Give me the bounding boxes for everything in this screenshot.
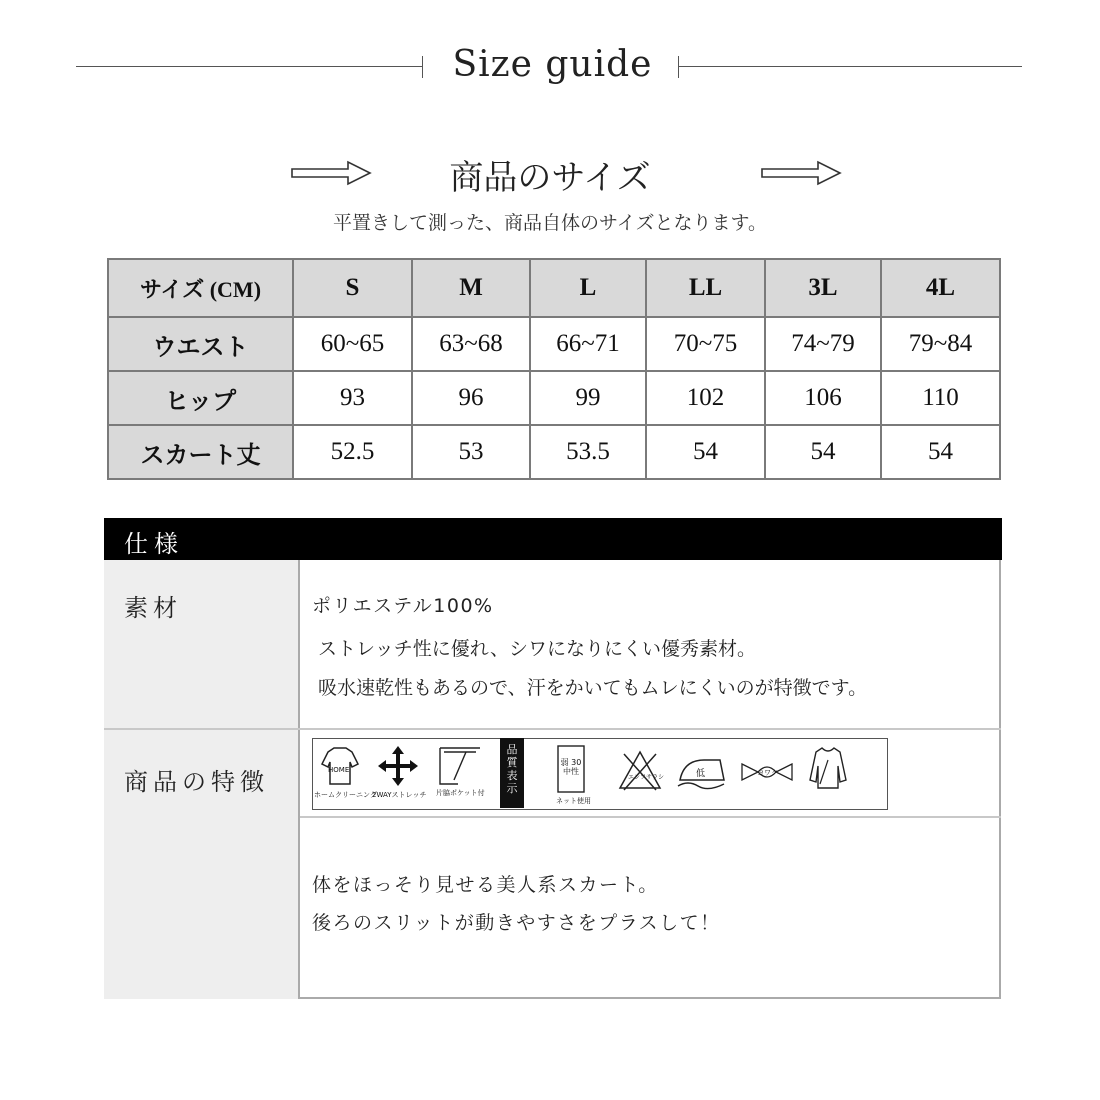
wash-30-caption: ネット使用 <box>556 797 591 805</box>
no-bleach-text: エンソサラシ <box>628 774 665 781</box>
section-title: 商品のサイズ <box>449 158 651 198</box>
row-header-hip: ヒップ <box>108 371 293 425</box>
home-cleaning-caption: ホームクリーニング <box>314 791 377 799</box>
size-column-header: LL <box>646 259 765 317</box>
table-header-row <box>108 259 1000 317</box>
page-title: Size guide <box>452 44 653 85</box>
table-cell: 96 <box>412 371 530 425</box>
table-cell: 54 <box>646 425 765 479</box>
features-label: 商品の特徴 <box>124 768 269 796</box>
dry-wring-text: ヨワク <box>757 769 778 777</box>
arrow-right-icon <box>760 158 844 188</box>
size-column-header: 4L <box>881 259 1000 317</box>
table-cell: 106 <box>765 371 881 425</box>
quality-label-block <box>500 738 524 808</box>
size-table <box>107 258 1001 480</box>
hang-dry-icon <box>806 744 850 792</box>
wash-30-text: 弱 30 中性 <box>560 758 582 776</box>
size-column-header: 3L <box>765 259 881 317</box>
material-value: ポリエステル100% <box>312 595 494 617</box>
quality-label: 品 質 表 示 <box>506 743 518 795</box>
row-header-skirt-length: スカート丈 <box>108 425 293 479</box>
spec-heading: 仕様 <box>124 530 184 558</box>
table-cell: 60~65 <box>293 317 412 371</box>
table-row <box>108 317 1000 371</box>
section-subtitle: 平置きして測った、商品自体のサイズとなります。 <box>333 212 767 234</box>
table-cell: 102 <box>646 371 765 425</box>
table-cell: 74~79 <box>765 317 881 371</box>
spec-heading-bar <box>104 518 1002 560</box>
iron-low-text: 低 <box>696 769 706 779</box>
header-line-right <box>679 66 1022 67</box>
table-cell: 79~84 <box>881 317 1000 371</box>
feature-description: 後ろのスリットが動きやすさをプラスして！ <box>312 912 721 934</box>
home-icon-text: HOME <box>328 766 350 774</box>
pocket-caption: 片脇ポケット付 <box>436 789 485 797</box>
table-cell: 52.5 <box>293 425 412 479</box>
no-bleach-icon <box>616 748 664 792</box>
divider <box>300 816 1001 818</box>
table-row <box>108 425 1000 479</box>
pocket-icon <box>436 744 484 788</box>
table-cell: 54 <box>765 425 881 479</box>
material-label: 素材 <box>124 594 182 622</box>
table-cell: 53.5 <box>530 425 646 479</box>
table-cell: 93 <box>293 371 412 425</box>
divider <box>104 728 1001 730</box>
size-column-header: S <box>293 259 412 317</box>
material-note: ストレッチ性に優れ、シワになりにくい優秀素材。 <box>318 638 756 660</box>
table-row <box>108 371 1000 425</box>
size-column-header: M <box>412 259 530 317</box>
table-cell: 54 <box>881 425 1000 479</box>
arrow-right-icon <box>290 158 374 188</box>
table-cell: 110 <box>881 371 1000 425</box>
stretch-icon <box>376 744 420 788</box>
table-cell: 70~75 <box>646 317 765 371</box>
feature-description: 体をほっそり見せる美人系スカート。 <box>312 874 659 896</box>
table-cell: 66~71 <box>530 317 646 371</box>
header-tick-left <box>422 56 423 78</box>
size-header-cell: サイズ (CM) <box>108 259 293 317</box>
header-tick-right <box>678 56 679 78</box>
header-line-left <box>76 66 422 67</box>
stretch-caption: 2WAYストレッチ <box>372 791 427 799</box>
table-cell: 63~68 <box>412 317 530 371</box>
table-cell: 53 <box>412 425 530 479</box>
size-column-header: L <box>530 259 646 317</box>
table-cell: 99 <box>530 371 646 425</box>
material-note: 吸水速乾性もあるので、汗をかいてもムレにくいのが特徴です。 <box>318 677 868 699</box>
row-header-waist: ウエスト <box>108 317 293 371</box>
